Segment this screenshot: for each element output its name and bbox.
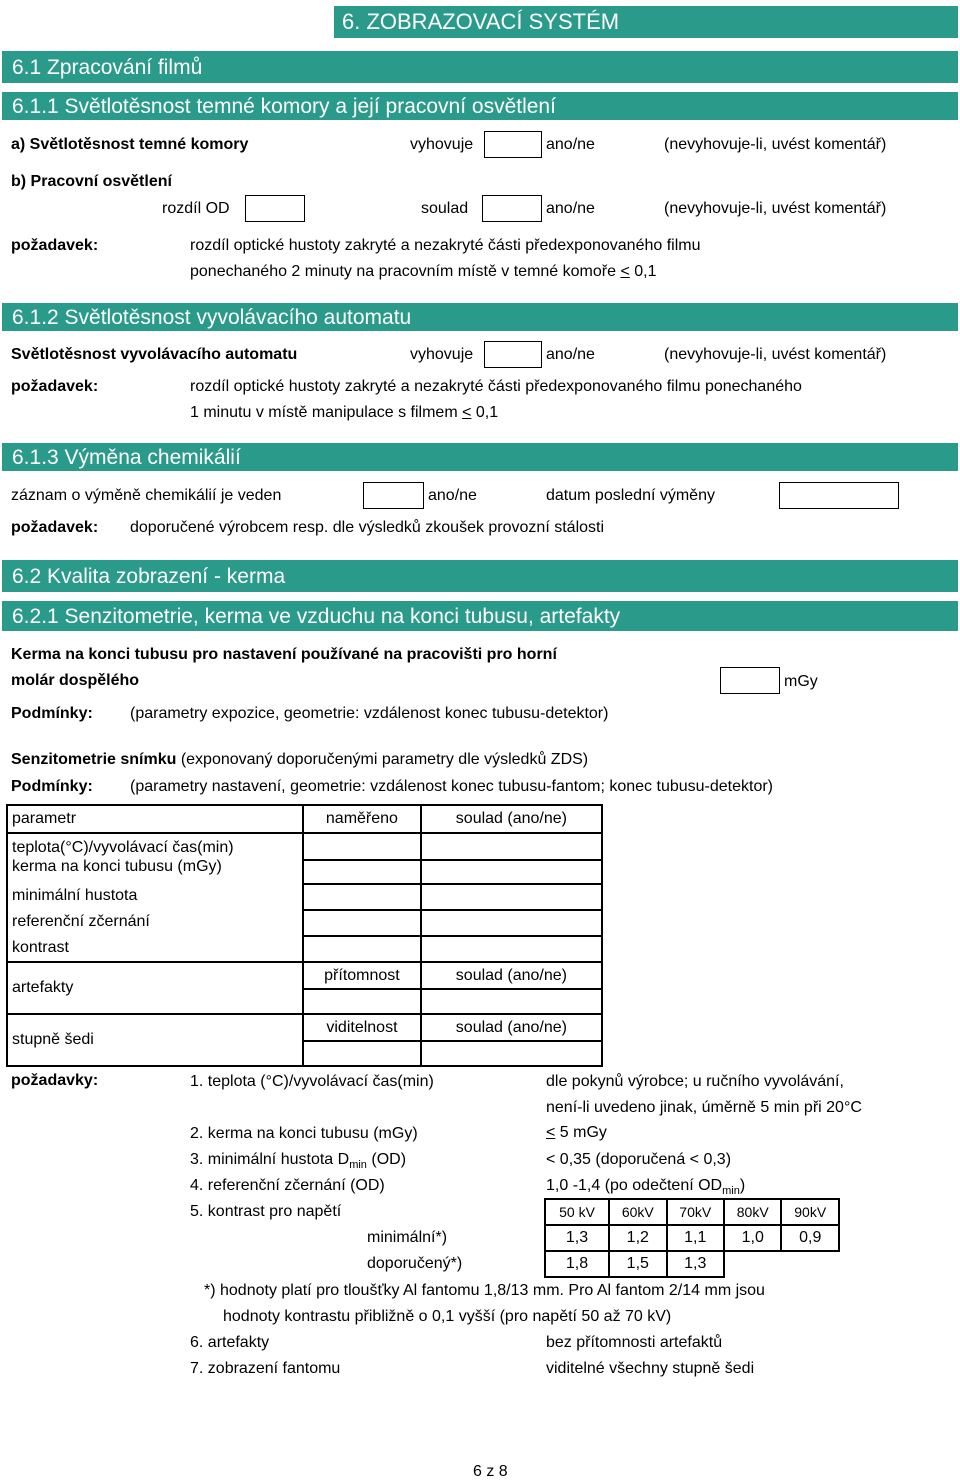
contrast-footnote-1: *) hodnoty platí pro tloušťky Al fantomu 1,8/13 mm. Pro Al fantom 2/14 mm jsou xyxy=(204,1282,765,1299)
param-min-density: minimální hustota xyxy=(12,887,138,904)
kv-min-90: 0,9 xyxy=(781,1225,839,1251)
stupne-soulad-label: soulad (ano/ne) xyxy=(422,1015,601,1042)
kerma-unit: mGy xyxy=(784,673,818,690)
soulad-cells xyxy=(421,833,602,962)
req-r7-right: viditelné všechny stupně šedi xyxy=(546,1360,755,1377)
chemicals-label: záznam o výměně chemikálií je veden xyxy=(11,487,282,504)
conditions2-label: Podmínky: xyxy=(11,778,93,795)
lighting-soulad: soulad xyxy=(421,200,469,217)
darkroom-anone: ano/ne xyxy=(546,136,595,153)
processor-label: Světlotěsnost vyvolávacího automatu xyxy=(11,346,298,363)
section-6-1-1-header xyxy=(2,92,958,120)
section-6-1-2-header xyxy=(2,303,958,331)
section-6-2-1-title: 6.2.1 Senzitometrie, kerma ve vzduchu na konci tubusu, artefakty xyxy=(12,604,621,628)
darkroom-vyhovuje: vyhovuje xyxy=(410,136,474,153)
stupne-vid-input[interactable] xyxy=(304,1042,420,1065)
chemicals-record-input[interactable] xyxy=(363,482,424,509)
section-6-1-3-title: 6.1.3 Výměna chemikálií xyxy=(12,445,241,469)
section-6-2-header xyxy=(2,560,958,592)
artefakty-label: artefakty xyxy=(7,962,303,1014)
reqs-label: požadavky: xyxy=(11,1072,99,1089)
req-r6-left: 6. artefakty xyxy=(190,1334,270,1351)
lighting-soulad-input[interactable] xyxy=(482,195,542,222)
page-number: 6 z 8 xyxy=(473,1463,508,1480)
artefakty-soulad-input[interactable] xyxy=(422,990,601,1013)
kerma-line2: molár dospělého xyxy=(11,672,140,689)
req-r2-right: < 5 mGy xyxy=(546,1124,607,1141)
section-6-2-title: 6.2 Kvalita zobrazení - kerma xyxy=(12,564,286,588)
req-r3-left: 3. minimální hustota $D_{min}$ (OD) xyxy=(190,1151,407,1172)
contrast-footnote-2: hodnoty kontrastu přibližně o 0,1 vyšší (pro napětí 50 až 70 kV) xyxy=(223,1308,672,1325)
kv-dop-row xyxy=(545,1251,839,1277)
artefakty-soulad-label: soulad (ano/ne) xyxy=(422,963,601,990)
param-ref-density: referenční zčernání xyxy=(12,913,150,930)
req-r5-left: 5. kontrast pro napětí xyxy=(190,1203,342,1220)
section-6-2-1-header xyxy=(2,601,958,631)
kv-head-90: 90kV xyxy=(781,1199,839,1225)
chemicals-date-label: datum poslední výměny xyxy=(546,487,715,504)
param-list xyxy=(7,833,303,962)
kv-min-80: 1,0 xyxy=(724,1225,781,1251)
req-6-1-3-label: požadavek: xyxy=(11,519,99,536)
namereno-contrast-input[interactable] xyxy=(304,937,420,960)
req-r4-right: 1,0 -1,4 (po odečtení $OD_{min}$) xyxy=(546,1177,746,1198)
section-6-1-2-title: 6.1.2 Světlotěsnost vyvolávacího automatu xyxy=(12,305,412,329)
chapter-title: 6. ZOBRAZOVACÍ SYSTÉM xyxy=(342,9,620,34)
req-r7-left: 7. zobrazení fantomu xyxy=(190,1360,341,1377)
param-temp: teplota(°C)/vyvolávací čas(min) xyxy=(12,839,234,856)
conditions1-text: (parametry expozice, geometrie: vzdálenost konec tubusu-detektor) xyxy=(130,705,609,722)
header-param: parametr xyxy=(7,805,303,833)
req-r1-left: 1. teplota (°C)/vyvolávací čas(min) xyxy=(190,1073,434,1090)
chemicals-date-input[interactable] xyxy=(779,482,899,509)
processor-anone: ano/ne xyxy=(546,346,595,363)
req-6-1-2-label: požadavek: xyxy=(11,378,99,395)
processor-note: (nevyhovuje-li, uvést komentář) xyxy=(664,346,887,363)
kerma-input[interactable] xyxy=(720,667,780,694)
namereno-ref-input[interactable] xyxy=(304,911,420,937)
darkroom-complies-input[interactable] xyxy=(484,131,542,158)
req-6-1-1-line2: ponechaného 2 minuty na pracovním místě v temné komoře < 0,1 xyxy=(190,263,657,280)
kv-head-50: 50 kV xyxy=(545,1199,609,1225)
req-r3-right: < 0,35 (doporučená < 0,3) xyxy=(546,1151,732,1168)
kv-dop-90 xyxy=(781,1251,839,1277)
kerma-line1: Kerma na konci tubusu pro nastavení používané na pracovišti pro horní xyxy=(11,646,557,663)
req-r1-right1: dle pokynů výrobce; u ručního vyvolávání, xyxy=(546,1073,844,1090)
kv-head-60: 60kV xyxy=(609,1199,666,1225)
soulad-temp-input[interactable] xyxy=(422,836,601,861)
namereno-kerma-input[interactable] xyxy=(304,861,420,885)
kv-dop-70: 1,3 xyxy=(667,1251,724,1277)
lighting-od-input[interactable] xyxy=(245,195,305,222)
contrast-table xyxy=(544,1198,840,1278)
dop-contrast-label: doporučený*) xyxy=(367,1255,463,1272)
req-6-1-3-text: doporučené výrobcem resp. dle výsledků zkoušek provozní stálosti xyxy=(130,519,605,536)
soulad-kerma-input[interactable] xyxy=(422,861,601,885)
param-contrast: kontrast xyxy=(12,939,69,956)
req-r6-right: bez přítomnosti artefaktů xyxy=(546,1334,723,1351)
namereno-temp-input[interactable] xyxy=(304,836,420,861)
chemicals-anone: ano/ne xyxy=(428,487,477,504)
artefakty-prit-label: přítomnost xyxy=(304,963,420,990)
stupne-vid-label: viditelnost xyxy=(304,1015,420,1042)
table-row-stupne xyxy=(7,1014,602,1066)
stupne-soulad-input[interactable] xyxy=(422,1042,601,1065)
soulad-min-input[interactable] xyxy=(422,885,601,911)
section-6-1-3-header xyxy=(2,443,958,471)
kv-dop-60: 1,5 xyxy=(609,1251,666,1277)
lighting-anone: ano/ne xyxy=(546,200,595,217)
lighting-label: b) Pracovní osvětlení xyxy=(11,173,172,190)
artefakty-prit-cell xyxy=(303,962,421,1014)
soulad-ref-input[interactable] xyxy=(422,911,601,937)
artefakty-prit-input[interactable] xyxy=(304,990,420,1013)
min-contrast-label: minimální*) xyxy=(367,1229,448,1246)
param-kerma: kerma na konci tubusu (mGy) xyxy=(12,858,222,875)
kv-min-50: 1,3 xyxy=(545,1225,609,1251)
table-header-row xyxy=(7,805,602,833)
namereno-min-input[interactable] xyxy=(304,885,420,911)
conditions2-text: (parametry nastavení, geometrie: vzdálenost konec tubusu-fantom; konec tubusu-detektor) xyxy=(130,778,774,795)
req-6-1-1-label: požadavek: xyxy=(11,237,99,254)
kv-head-70: 70kV xyxy=(667,1199,724,1225)
req-6-1-2-line1: rozdíl optické hustoty zakryté a nezakryté části předexponovaného filmu ponechaného xyxy=(190,378,802,395)
req-r2-left: 2. kerma na konci tubusu (mGy) xyxy=(190,1125,418,1142)
kv-min-70: 1,1 xyxy=(667,1225,724,1251)
section-6-1-1-title: 6.1.1 Světlotěsnost temné komory a její pracovní osvětlení xyxy=(12,94,556,118)
header-namereno: naměřeno xyxy=(303,805,421,833)
conditions1-label: Podmínky: xyxy=(11,705,93,722)
chapter-header xyxy=(334,6,958,38)
lighting-rozdil: rozdíl OD xyxy=(162,200,230,217)
lighting-note: (nevyhovuje-li, uvést komentář) xyxy=(664,200,887,217)
sensitometry-line: Senzitometrie snímku (exponovaný doporučenými parametry dle výsledků ZDS) xyxy=(11,751,589,768)
processor-complies-input[interactable] xyxy=(484,341,542,368)
stupne-vid-cell xyxy=(303,1014,421,1066)
kv-dop-50: 1,8 xyxy=(545,1251,609,1277)
header-soulad: soulad (ano/ne) xyxy=(421,805,602,833)
kv-min-row xyxy=(545,1225,839,1251)
darkroom-label: a) Světlotěsnost temné komory xyxy=(11,136,249,153)
req-6-1-2-line2: 1 minutu v místě manipulace s filmem < 0,1 xyxy=(190,404,499,421)
req-6-1-1-line1: rozdíl optické hustoty zakryté a nezakryté části předexponovaného filmu xyxy=(190,237,701,254)
kv-dop-80 xyxy=(724,1251,781,1277)
table-row-params xyxy=(7,833,602,962)
table-row-artefakty xyxy=(7,962,602,1014)
artefakty-soulad-cell xyxy=(421,962,602,1014)
measurement-table xyxy=(6,804,603,1067)
soulad-contrast-input[interactable] xyxy=(422,937,601,960)
stupne-label: stupně šedi xyxy=(7,1014,303,1066)
req-r1-right2: není-li uvedeno jinak, úměrně 5 min při 20°C xyxy=(546,1099,862,1116)
section-6-1-header xyxy=(2,51,958,83)
namereno-cells xyxy=(303,833,421,962)
section-6-1-title: 6.1 Zpracování filmů xyxy=(12,55,203,79)
kv-header-row xyxy=(545,1199,839,1225)
darkroom-note: (nevyhovuje-li, uvést komentář) xyxy=(664,136,887,153)
kv-head-80: 80kV xyxy=(724,1199,781,1225)
kv-min-60: 1,2 xyxy=(609,1225,666,1251)
req-r4-left: 4. referenční zčernání (OD) xyxy=(190,1177,385,1194)
stupne-soulad-cell xyxy=(421,1014,602,1066)
processor-vyhovuje: vyhovuje xyxy=(410,346,474,363)
